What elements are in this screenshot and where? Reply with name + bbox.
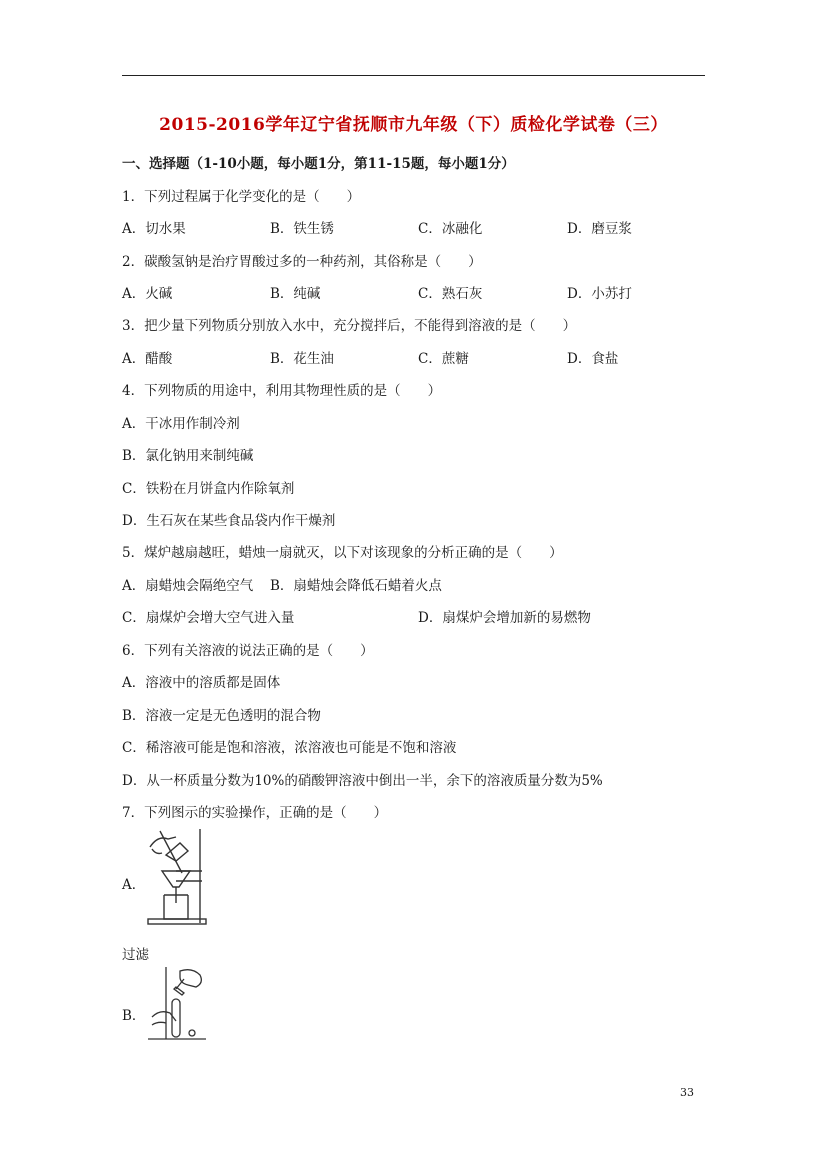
q6-option-a: A．溶液中的溶质都是固体 — [122, 675, 281, 691]
q6-option-c: C．稀溶液可能是饱和溶液，浓溶液也可能是不饱和溶液 — [122, 740, 457, 756]
question-3-stem: 3．把少量下列物质分别放入水中，充分搅拌后，不能得到溶液的是（ ） — [122, 318, 577, 334]
q1-option-d: D．磨豆浆 — [567, 221, 632, 237]
question-1-stem: 1．下列过程属于化学变化的是（ ） — [122, 189, 361, 205]
q3-option-b: B．花生油 — [270, 351, 334, 367]
q6-option-b: B．溶液一定是无色透明的混合物 — [122, 708, 321, 724]
page-number: 33 — [680, 1086, 694, 1099]
q2-option-d: D．小苏打 — [567, 286, 632, 302]
q3-option-c: C．蔗糖 — [418, 351, 469, 367]
question-2-stem: 2．碳酸氢钠是治疗胃酸过多的一种药剂，其俗称是（ ） — [122, 254, 482, 270]
page-title: 2015-2016学年辽宁省抚顺市九年级（下）质检化学试卷（三） — [159, 115, 668, 135]
q3-option-a: A．醋酸 — [122, 351, 173, 367]
test-tube-operation-figure — [146, 965, 208, 1043]
q2-option-b: B．纯碱 — [270, 286, 321, 302]
q4-option-a: A．干冰用作制冷剂 — [122, 416, 240, 432]
q4-option-b: B．氯化钠用来制纯碱 — [122, 448, 254, 464]
q5-option-c: C．扇煤炉会增大空气进入量 — [122, 610, 295, 626]
q7-option-a: A． — [122, 877, 146, 893]
q1-option-a: A．切水果 — [122, 221, 186, 237]
q7-option-a-caption: 过滤 — [122, 947, 149, 963]
question-5-stem: 5．煤炉越扇越旺，蜡烛一扇就灭，以下对该现象的分析正确的是（ ） — [122, 545, 563, 561]
section-heading: 一、选择题（1-10小题，每小题1分，第11-15题，每小题1分） — [122, 156, 515, 172]
filtration-apparatus-figure — [146, 825, 208, 925]
q6-option-d: D．从一杯质量分数为10%的硝酸钾溶液中倒出一半，余下的溶液质量分数为5% — [122, 773, 603, 789]
q3-option-d: D．食盐 — [567, 351, 619, 367]
q4-option-c: C．铁粉在月饼盒内作除氧剂 — [122, 481, 295, 497]
q7-option-b: B． — [122, 1008, 146, 1024]
header-rule — [122, 75, 705, 76]
q5-option-d: D．扇煤炉会增加新的易燃物 — [418, 610, 591, 626]
q4-option-d: D．生石灰在某些食品袋内作干燥剂 — [122, 513, 336, 529]
q2-option-c: C．熟石灰 — [418, 286, 483, 302]
q1-option-b: B．铁生锈 — [270, 221, 334, 237]
question-6-stem: 6．下列有关溶液的说法正确的是（ ） — [122, 643, 374, 659]
q5-option-a: A．扇蜡烛会隔绝空气 — [122, 578, 254, 594]
q1-option-c: C．冰融化 — [418, 221, 483, 237]
question-7-stem: 7．下列图示的实验操作，正确的是（ ） — [122, 805, 388, 821]
question-4-stem: 4．下列物质的用途中，利用其物理性质的是（ ） — [122, 383, 442, 399]
q2-option-a: A．火碱 — [122, 286, 173, 302]
q5-option-b: B．扇蜡烛会降低石蜡着火点 — [270, 578, 442, 594]
